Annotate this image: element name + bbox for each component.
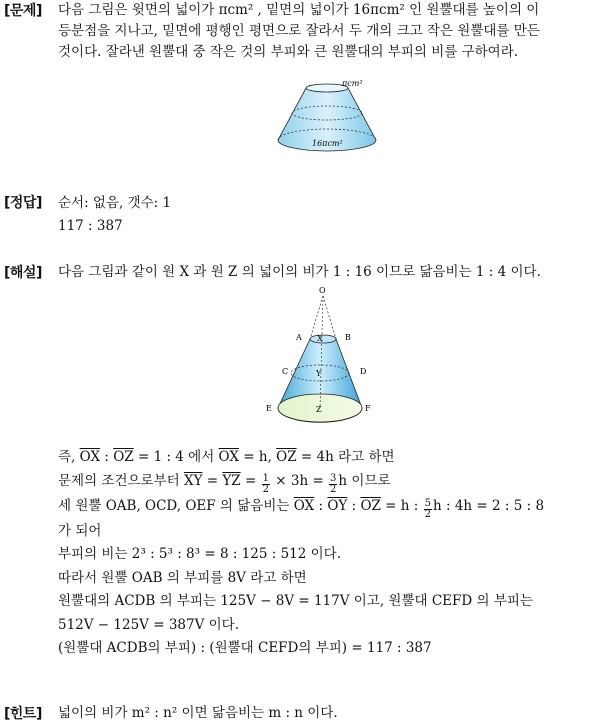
segment-OX: $\overline{OX}$	[293, 497, 315, 514]
cone-figure	[262, 284, 392, 434]
text-seg: × 3h =	[270, 472, 329, 489]
label-O: O	[319, 286, 326, 295]
solution-line-7: 원뿔대의 ACDB 의 부피는 125V − 8V = 117V 이고, 원뿔대 CEFD 의 부피는	[58, 593, 533, 609]
fraction-den: 2	[262, 483, 269, 495]
solution-tag: [해설]	[4, 265, 42, 281]
text-seg: = 1 : 4 에서	[133, 449, 219, 465]
text-seg: = h,	[239, 449, 277, 465]
label-F: F	[365, 404, 371, 413]
fraction	[329, 474, 337, 495]
segment-OZ: $\overline{OZ}$	[360, 497, 381, 514]
text-seg: 즉,	[58, 449, 80, 465]
segment-OZ: $\overline{OZ}$	[276, 449, 297, 465]
fraction-num: 1	[262, 472, 269, 484]
solution-line-8: 512V − 125V = 387V 이다.	[58, 616, 240, 633]
text-seg: h 이므로	[338, 472, 391, 489]
solution-body	[58, 446, 586, 661]
segment-XY: $\overline{XY}$	[183, 472, 203, 489]
text-seg: :	[100, 449, 114, 465]
problem-line-2: 등분점을 지나고, 밑면에 평행인 평면으로 잘라서 두 개의 크고 작은 원뿔대를 만든	[58, 23, 540, 39]
figure-top-label: πcm²	[342, 80, 363, 88]
label-Z: Z	[316, 405, 322, 414]
frustum-figure	[262, 80, 392, 160]
text-seg: 문제의 조건으로부터	[58, 472, 184, 489]
label-D: D	[360, 367, 367, 376]
answer-line-1: 순서: 없음, 갯수: 1	[58, 195, 172, 211]
segment-OY: $\overline{OY}$	[327, 497, 348, 514]
hint-tag: [힌트]	[4, 706, 42, 722]
solution-line-5: 부피의 비는 2³ : 5³ : 8³ = 8 : 125 : 512 이다.	[58, 546, 341, 562]
label-A: A	[296, 333, 302, 342]
fraction-num: 3	[330, 472, 337, 484]
solution-intro: 다음 그림과 같이 원 X 과 원 Z 의 넓이의 비가 1 : 16 이므로 닮음비는 1 : 4 이다.	[58, 264, 541, 280]
problem-text	[58, 0, 586, 63]
problem-line-1: 다음 그림은 윗면의 넓이가 πcm² , 밑면의 넓이가 16πcm² 인 원뿔대를 높이의 이	[58, 2, 540, 18]
fraction-den: 2	[424, 508, 431, 520]
fraction-den: 2	[330, 483, 337, 495]
answer-line-2: 117 : 387	[58, 218, 123, 234]
text-seg: :	[314, 497, 328, 514]
fraction	[262, 474, 270, 495]
answer-tag: [정답]	[4, 195, 42, 211]
solution-line-9: (원뿔대 ACDB의 부피) : (원뿔대 CEFD의 부피) = 117 : 387	[58, 640, 432, 656]
solution-line-4: 가 되어	[58, 522, 102, 539]
label-E: E	[266, 404, 272, 413]
text-seg: =	[240, 472, 261, 489]
segment-YZ: $\overline{YZ}$	[222, 472, 241, 489]
solution-line-6: 따라서 원뿔 OAB 의 부피를 8V 라고 하면	[58, 569, 307, 586]
hint-text: 넓이의 비가 m² : n² 이면 닮음비는 m : n 이다.	[58, 705, 338, 721]
segment-OX: $\overline{OX}$	[218, 449, 239, 465]
label-Y: Y	[316, 369, 322, 378]
text-seg: :	[347, 497, 361, 514]
figure-bottom-label: 16πcm²	[312, 139, 343, 148]
fraction-num: 5	[424, 497, 431, 509]
text-seg: = h :	[380, 497, 423, 514]
label-C: C	[282, 367, 289, 376]
segment-OX: $\overline{OX}$	[79, 449, 101, 465]
problem-line-3: 것이다. 잘라낸 원뿔대 중 작은 것의 부피와 큰 원뿔대의 부피의 비를 구하여라.	[58, 44, 519, 60]
text-seg: = 4h 라고 하면	[296, 449, 395, 465]
text-seg: 세 원뿔 OAB, OCD, OEF 의 닮음비는	[58, 497, 294, 514]
label-B: B	[345, 333, 351, 342]
fraction	[424, 499, 432, 520]
answer-text	[58, 192, 586, 238]
problem-tag: [문제]	[4, 3, 42, 19]
text-seg: h : 4h = 2 : 5 : 8	[433, 497, 545, 514]
solution-line-2	[58, 470, 586, 495]
segment-OZ: $\overline{OZ}$	[113, 449, 134, 465]
solution-line-1	[58, 446, 586, 470]
label-X: X	[317, 334, 323, 343]
text-seg: =	[202, 472, 223, 489]
solution-line-3	[58, 495, 586, 520]
